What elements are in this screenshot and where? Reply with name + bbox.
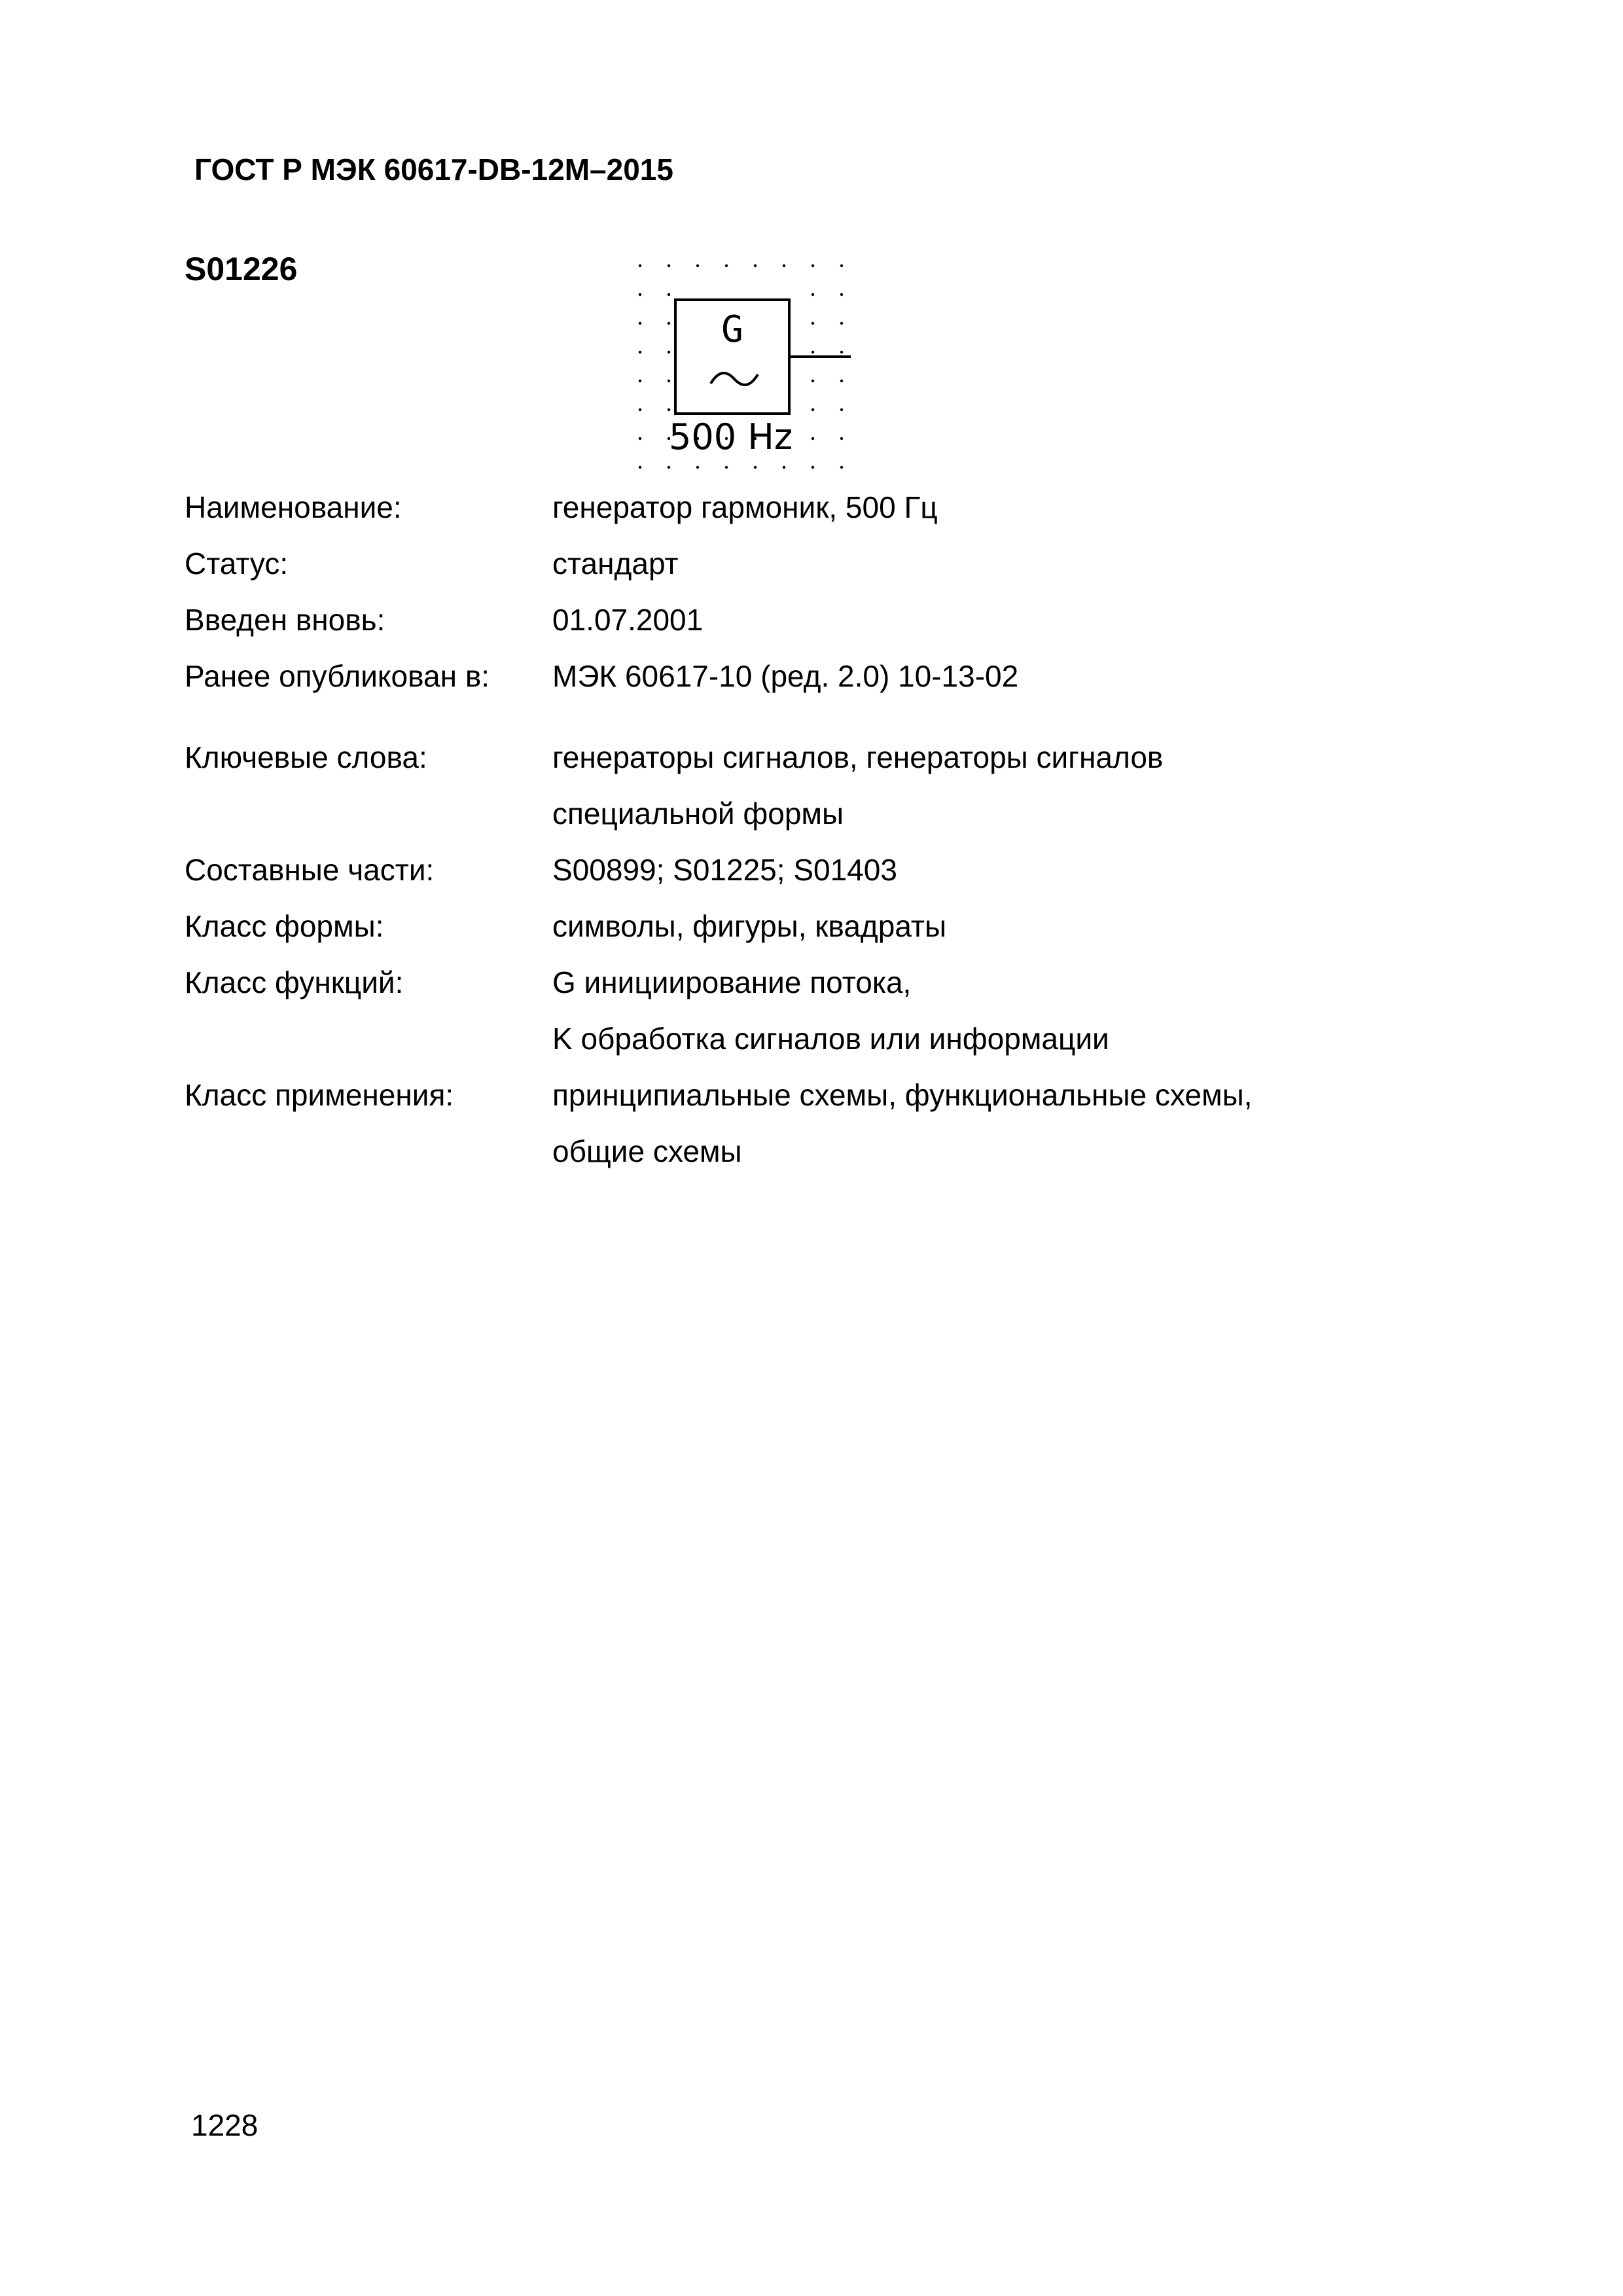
property-value: генератор гармоник, 500 Гц — [552, 490, 938, 524]
grid-dot — [668, 466, 670, 469]
grid-dot — [639, 437, 641, 440]
grid-dot — [783, 466, 785, 469]
property-value-line: специальной формы — [552, 797, 844, 831]
generator-letter: G — [721, 308, 743, 351]
property-row-published — [185, 648, 1376, 704]
grid-dot — [639, 380, 641, 382]
property-value — [552, 954, 1376, 1067]
grid-dot — [840, 408, 843, 411]
grid-dot — [725, 466, 728, 469]
property-row-status — [185, 535, 1376, 592]
property-row-parts — [185, 842, 1376, 898]
property-value — [552, 729, 1376, 842]
property-value-line: G инициирование потока, — [552, 965, 912, 999]
grid-dot — [812, 351, 814, 353]
property-row-application-class — [185, 1067, 1376, 1179]
symbol-code: S01226 — [185, 251, 298, 287]
sine-wave-icon — [709, 369, 759, 389]
property-label: Класс применения: — [185, 1078, 454, 1112]
property-label: Статус: — [185, 547, 289, 581]
property-value — [552, 1067, 1376, 1179]
property-value: символы, фигуры, квадраты — [552, 909, 947, 943]
grid-dot — [812, 437, 814, 440]
grid-dot — [754, 264, 757, 267]
properties-table — [185, 479, 1376, 1179]
property-label: Ранее опубликован в: — [185, 659, 490, 693]
grid-dot — [725, 264, 728, 267]
property-label: Составные части: — [185, 853, 435, 887]
property-value: 01.07.2001 — [552, 603, 704, 637]
grid-dot — [668, 351, 670, 353]
grid-dot — [812, 322, 814, 325]
grid-dot — [812, 293, 814, 296]
grid-dot — [754, 466, 757, 469]
grid-dot — [783, 264, 785, 267]
grid-dot — [668, 408, 670, 411]
grid-dot — [840, 437, 843, 440]
property-row-name — [185, 479, 1376, 535]
grid-dot — [639, 351, 641, 353]
standard-title: ГОСТ Р МЭК 60617-DB-12M–2015 — [194, 152, 673, 187]
grid-dot — [639, 466, 641, 469]
grid-dot — [840, 322, 843, 325]
property-label: Наименование: — [185, 490, 402, 524]
grid-dot — [668, 322, 670, 325]
grid-dot — [840, 351, 843, 353]
property-value: S00899; S01225; S01403 — [552, 853, 897, 887]
grid-dot — [840, 264, 843, 267]
property-row-introduced — [185, 592, 1376, 648]
property-label: Введен вновь: — [185, 603, 385, 637]
grid-dot — [639, 408, 641, 411]
grid-dot — [840, 293, 843, 296]
grid-dot — [668, 264, 670, 267]
grid-dot — [668, 380, 670, 382]
property-value: МЭК 60617-10 (ред. 2.0) 10-13-02 — [552, 659, 1019, 693]
property-row-function-class — [185, 954, 1376, 1067]
grid-dot — [639, 322, 641, 325]
frequency-label: 500 Hz — [669, 416, 793, 457]
property-label: Ключевые слова: — [185, 740, 427, 774]
grid-dot — [696, 466, 699, 469]
page-number: 1228 — [191, 2108, 259, 2142]
generator-box — [674, 298, 791, 415]
property-value-line: принципиальные схемы, функциональные схемы, — [552, 1078, 1253, 1112]
property-label: Класс функций: — [185, 965, 404, 999]
grid-dot — [812, 264, 814, 267]
property-label: Класс формы: — [185, 909, 384, 943]
output-line — [791, 355, 851, 358]
grid-dot — [668, 293, 670, 296]
grid-dot — [812, 466, 814, 469]
grid-dot — [840, 380, 843, 382]
grid-dot — [812, 408, 814, 411]
grid-dot — [639, 293, 641, 296]
property-value: стандарт — [552, 547, 679, 581]
property-value-line: генераторы сигналов, генераторы сигналов — [552, 740, 1164, 774]
grid-dot — [840, 466, 843, 469]
property-row-keywords — [185, 729, 1376, 842]
symbol-figure — [630, 255, 865, 484]
grid-dot — [812, 380, 814, 382]
property-value-line: общие схемы — [552, 1134, 742, 1168]
property-row-shape-class — [185, 898, 1376, 954]
property-value-line: K обработка сигналов или информации — [552, 1022, 1109, 1056]
grid-dot — [639, 264, 641, 267]
grid-dot — [696, 264, 699, 267]
